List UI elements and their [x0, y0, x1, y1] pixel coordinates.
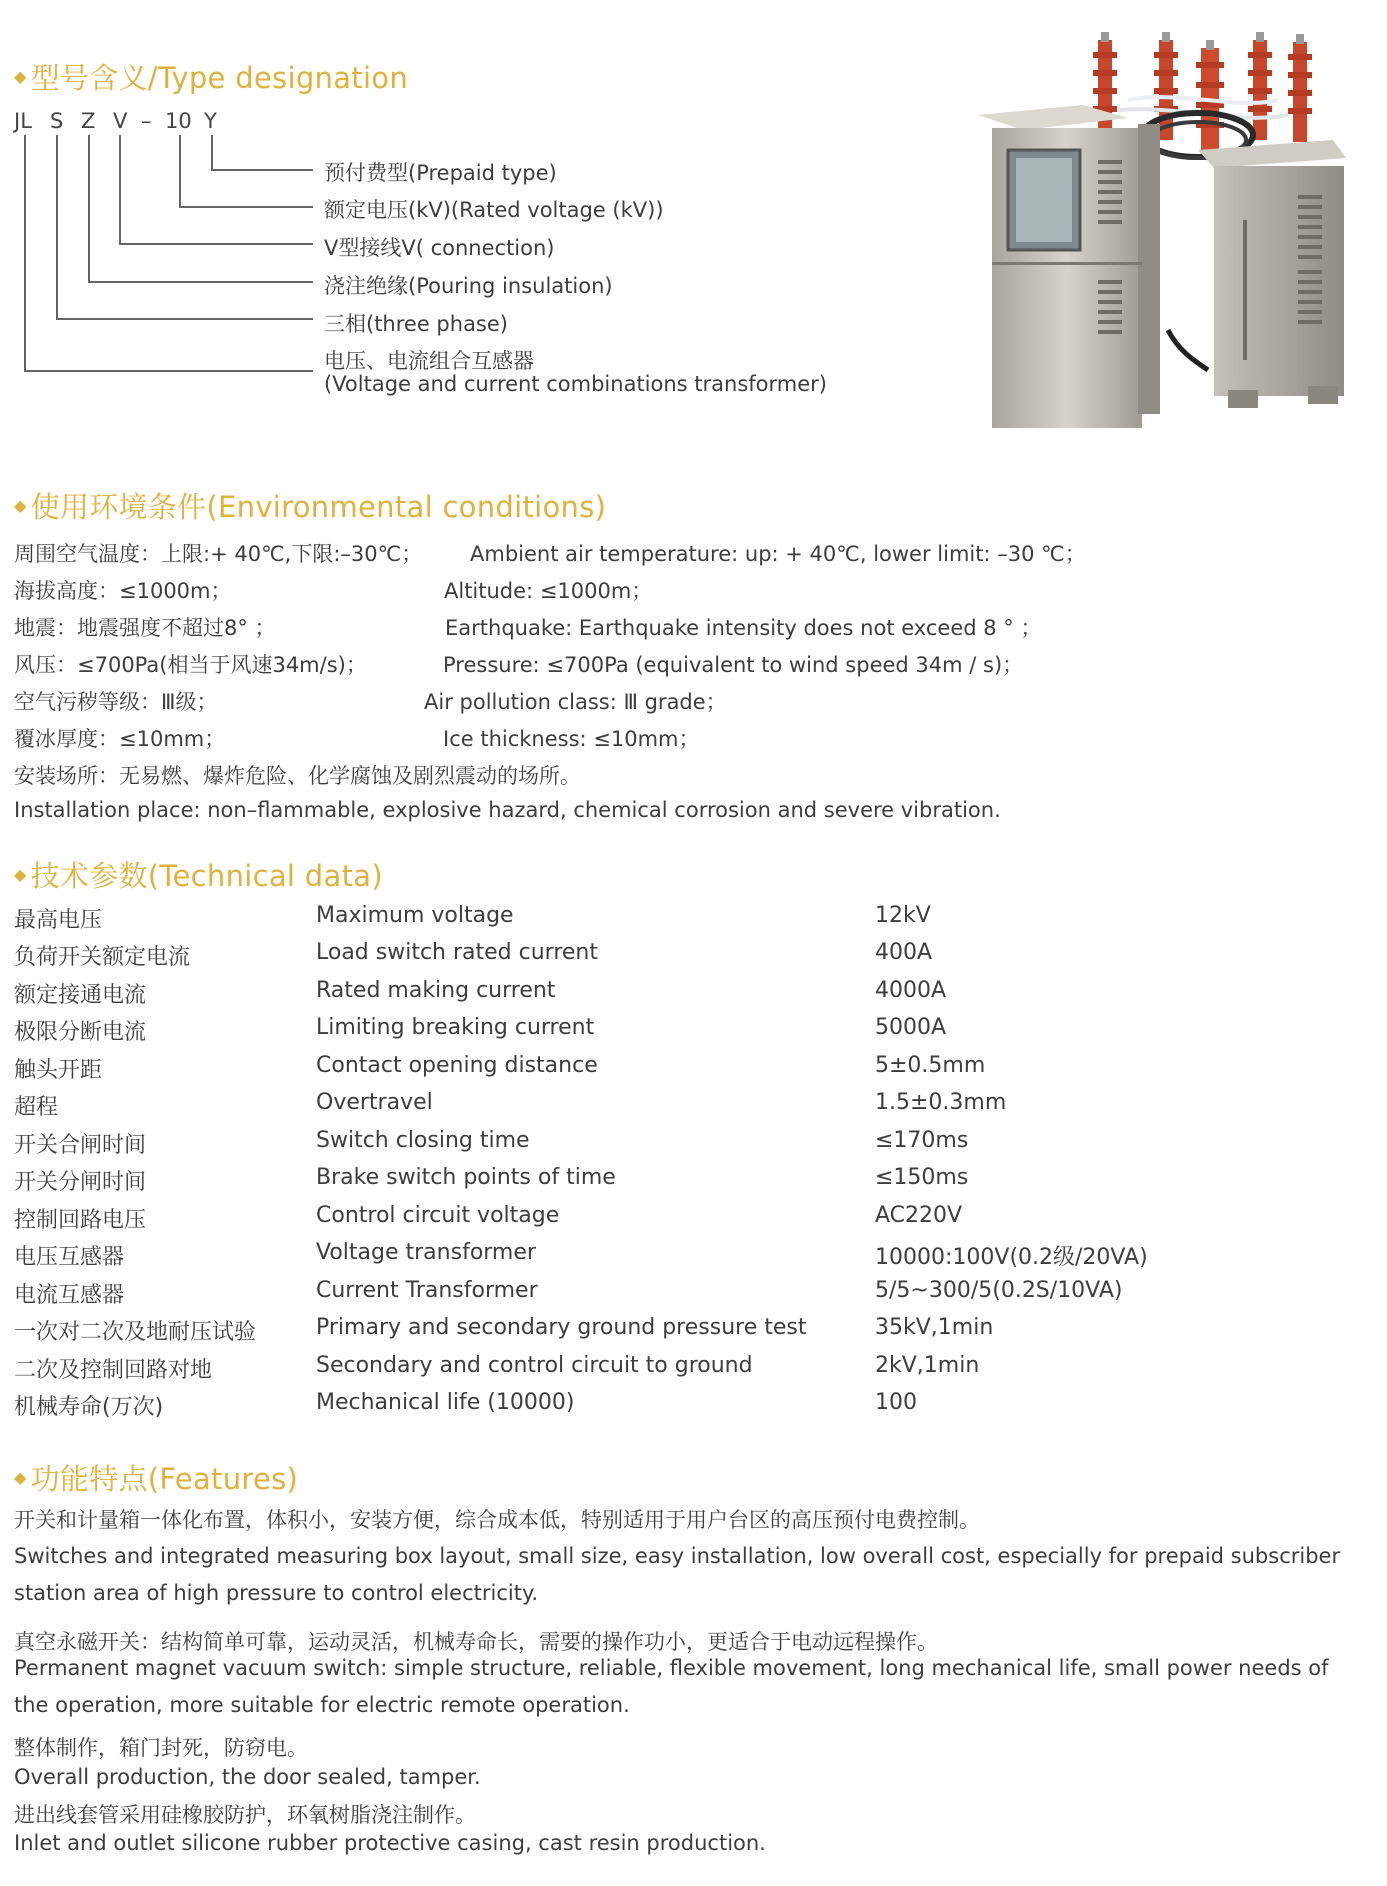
cell-cn: 机械寿命(万次) — [14, 1395, 164, 1420]
table-row — [0, 978, 1387, 1014]
type-designation-heading — [14, 56, 408, 97]
cell-cn: 一次对二次及地耐压试验 — [14, 1320, 257, 1345]
feature-cn: 真空永磁开关：结构简单可靠，运动灵活，机械寿命长，需要的操作功小，更适合于电动远程操作。 — [14, 1630, 938, 1654]
table-row — [0, 1315, 1387, 1351]
code-letter: V — [113, 109, 128, 133]
cell-en: Limiting breaking current — [316, 1015, 595, 1040]
cell-en: Rated making current — [316, 978, 556, 1003]
env-en: Pressure: ≤700Pa (equivalent to wind speed 34m / s)； — [443, 653, 1024, 677]
feature-en: Switches and integrated measuring box layout, small size, easy installation, low overall cost, especially for prepaid subscriber — [14, 1544, 1341, 1568]
env-install-cn: 安装场所：无易燃、爆炸危险、化学腐蚀及剧烈震动的场所。 — [14, 764, 581, 788]
cell-value: ≤170ms — [875, 1128, 969, 1153]
cell-cn: 电压互感器 — [14, 1245, 125, 1270]
env-en: Ice thickness: ≤10mm； — [443, 727, 700, 751]
designation-item: 浇注绝缘(Pouring insulation) — [324, 274, 613, 298]
code-letter: Y — [204, 109, 217, 133]
bullet-icon: ◆ — [14, 865, 27, 884]
bullet-icon: ◆ — [14, 496, 27, 515]
cell-cn: 触头开距 — [14, 1058, 103, 1083]
environment-heading — [14, 485, 606, 526]
env-en: Altitude: ≤1000m； — [444, 579, 653, 603]
cell-cn: 电流互感器 — [14, 1283, 125, 1308]
cell-en: Current Transformer — [316, 1278, 538, 1303]
cell-en: Maximum voltage — [316, 903, 514, 928]
section-title: 使用环境条件(Environmental conditions) — [30, 490, 607, 524]
table-row — [0, 1165, 1387, 1201]
feature-en: Inlet and outlet silicone rubber protective casing, cast resin production. — [14, 1831, 766, 1855]
env-en: Earthquake: Earthquake intensity does not exceed 8 ° ； — [445, 616, 1042, 640]
cell-en: Voltage transformer — [316, 1240, 536, 1265]
cell-en: Switch closing time — [316, 1128, 530, 1153]
designation-item: 额定电压(kV)(Rated voltage (kV)) — [324, 198, 664, 222]
env-cn: 地震：地震强度不超过8° ； — [14, 616, 276, 640]
section-title: 功能特点(Features) — [30, 1462, 299, 1496]
feature-en: Permanent magnet vacuum switch: simple structure, reliable, flexible movement, long mechanical life, small power needs of — [14, 1656, 1329, 1680]
env-cn: 风压：≤700Pa(相当于风速34m/s)； — [14, 653, 367, 677]
designation-item: 预付费型(Prepaid type) — [324, 161, 557, 185]
cell-value: 12kV — [875, 903, 931, 928]
cell-value: ≤150ms — [875, 1165, 969, 1190]
cell-value: 100 — [875, 1390, 917, 1415]
table-row — [0, 903, 1387, 939]
cell-cn: 额定接通电流 — [14, 983, 147, 1008]
bullet-icon: ◆ — [14, 1468, 27, 1487]
table-row — [0, 1128, 1387, 1164]
cell-en: Secondary and control circuit to ground — [316, 1353, 753, 1378]
code-letter: S — [50, 109, 64, 133]
cell-value: 10000:100V(0.2级/20VA) — [875, 1245, 1148, 1270]
env-cn: 覆冰厚度：≤10mm； — [14, 727, 226, 751]
table-row — [0, 1015, 1387, 1051]
cell-value: AC220V — [875, 1203, 963, 1228]
cell-cn: 极限分断电流 — [14, 1020, 147, 1045]
table-row — [0, 1240, 1387, 1276]
feature-cn: 开关和计量箱一体化布置，体积小，安装方便，综合成本低，特别适用于用户台区的高压预付电费控制。 — [14, 1508, 980, 1532]
table-row — [0, 1203, 1387, 1239]
table-row — [0, 940, 1387, 976]
cell-value: 35kV,1min — [875, 1315, 994, 1340]
bullet-icon: ◆ — [14, 67, 27, 86]
code-letter: JL — [14, 109, 32, 133]
feature-en: station area of high pressure to control electricity. — [14, 1581, 539, 1605]
code-letter: – — [141, 109, 152, 133]
env-cn: 空气污秽等级：Ⅲ级； — [14, 690, 218, 714]
cell-en: Overtravel — [316, 1090, 433, 1115]
cell-en: Load switch rated current — [316, 940, 599, 965]
table-row — [0, 1090, 1387, 1126]
designation-item: 三相(three phase) — [324, 312, 508, 336]
feature-en: the operation, more suitable for electric remote operation. — [14, 1693, 630, 1717]
cell-en: Mechanical life (10000) — [316, 1390, 575, 1415]
designation-item: V型接线V( connection) — [324, 236, 555, 260]
cell-en: Contact opening distance — [316, 1053, 598, 1078]
cell-value: 5±0.5mm — [875, 1053, 986, 1078]
cell-cn: 开关分闸时间 — [14, 1170, 147, 1195]
cell-cn: 最高电压 — [14, 908, 103, 933]
cell-value: 5000A — [875, 1015, 947, 1040]
feature-en: Overall production, the door sealed, tamper. — [14, 1765, 481, 1789]
feature-cn: 进出线套管采用硅橡胶防护，环氧树脂浇注制作。 — [14, 1803, 476, 1827]
cell-value: 5/5~300/5(0.2S/10VA) — [875, 1278, 1123, 1303]
cell-value: 1.5±0.3mm — [875, 1090, 1007, 1115]
env-install-en: Installation place: non–flammable, explosive hazard, chemical corrosion and severe vibration. — [14, 798, 1001, 822]
env-en: Ambient air temperature: up: + 40℃, lower limit: –30 ℃； — [470, 542, 1086, 566]
cell-cn: 负荷开关额定电流 — [14, 945, 191, 970]
code-letter: Z — [81, 109, 96, 133]
table-row — [0, 1390, 1387, 1426]
cell-value: 400A — [875, 940, 933, 965]
product-photo — [978, 30, 1378, 440]
designation-item-en: (Voltage and current combinations transformer) — [324, 372, 827, 396]
table-row — [0, 1053, 1387, 1089]
cell-en: Primary and secondary ground pressure test — [316, 1315, 807, 1340]
code-letter: 10 — [165, 109, 192, 133]
cell-en: Brake switch points of time — [316, 1165, 616, 1190]
technical-heading — [14, 854, 383, 895]
env-cn: 海拔高度：≤1000m； — [14, 579, 232, 603]
cell-value: 2kV,1min — [875, 1353, 980, 1378]
cell-cn: 控制回路电压 — [14, 1208, 147, 1233]
section-title: 技术参数(Technical data) — [30, 859, 383, 893]
env-cn: 周围空气温度：上限:+ 40℃,下限:–30℃； — [14, 542, 423, 566]
cell-en: Control circuit voltage — [316, 1203, 560, 1228]
features-heading — [14, 1457, 298, 1498]
section-title: 型号含义/Type designation — [30, 61, 409, 95]
cell-cn: 开关合闸时间 — [14, 1133, 147, 1158]
feature-cn: 整体制作，箱门封死，防窃电。 — [14, 1736, 308, 1760]
cell-cn: 二次及控制回路对地 — [14, 1358, 213, 1383]
table-row — [0, 1278, 1387, 1314]
cell-value: 4000A — [875, 978, 947, 1003]
cell-cn: 超程 — [14, 1095, 59, 1120]
env-en: Air pollution class: Ⅲ grade； — [424, 690, 727, 714]
designation-item: 电压、电流组合互感器 — [324, 349, 534, 373]
table-row — [0, 1353, 1387, 1389]
